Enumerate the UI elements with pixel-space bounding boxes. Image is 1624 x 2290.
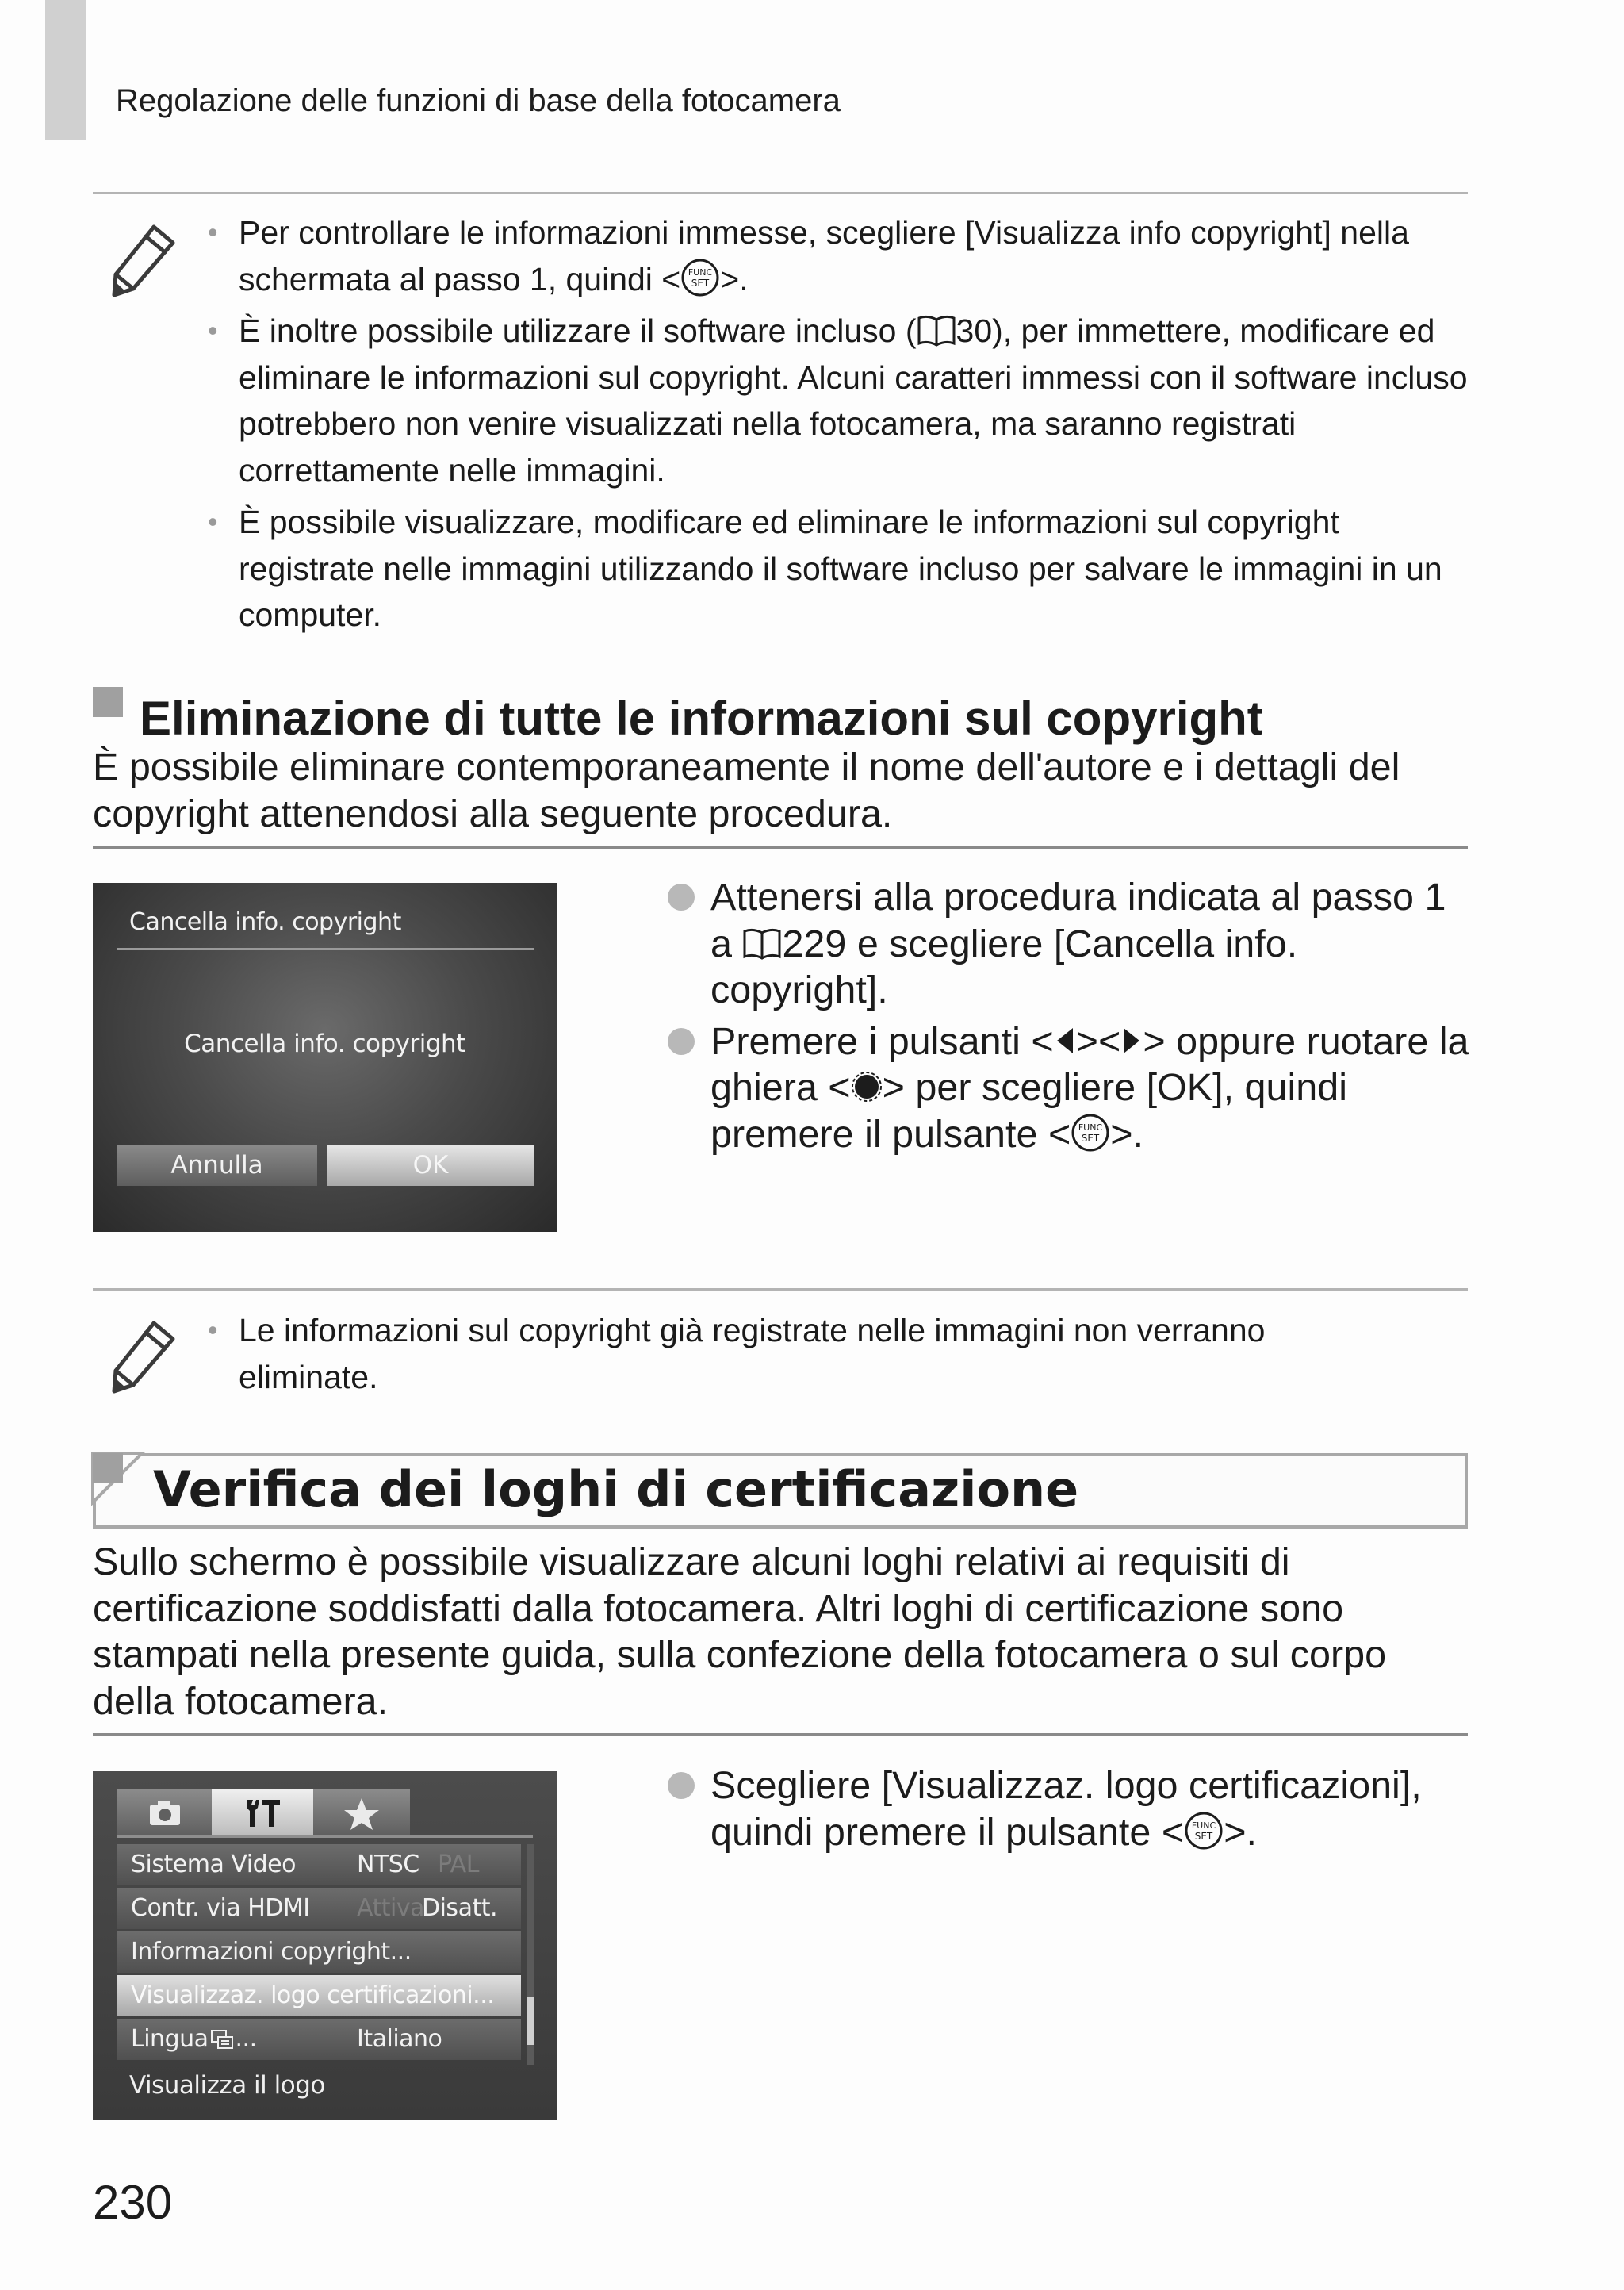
menu-item-copyright-info[interactable] [117,1931,521,1973]
func-set-icon [1071,1113,1110,1153]
menu-item-video-system[interactable] [117,1844,521,1885]
camera-screen-settings-menu [93,1771,557,2120]
menu-option-selected[interactable]: Italiano [357,2025,442,2053]
camera-icon [117,1789,212,1835]
section-heading: Verifica dei loghi di certificazione [153,1460,1079,1518]
note-text: ), per immettere, modificare ed eliminare le informazioni sul copyright. Alcuni caratteri immessi con il software incluso potrebbero non venire visualizzati nella fotocamera, ma saranno registrati correttamente nelle immagini. [239,313,1468,489]
tab-my-menu[interactable] [313,1789,410,1835]
running-head: Regolazione delle funzioni di base della fotocamera [116,83,841,118]
divider [93,192,1468,194]
left-arrow-icon [1054,1025,1076,1057]
step-text: > per scegliere [OK], quindi premere il pulsante < [710,1066,1347,1156]
step-list [666,1763,1475,1860]
menu-option[interactable]: PAL [438,1851,479,1878]
menu-option-selected[interactable]: NTSC [357,1851,419,1878]
language-label: Lingua [131,2025,209,2053]
svg-text:SET: SET [1082,1132,1100,1144]
note-bullet [208,1307,1286,1400]
step-text: e scegliere [Cancella info. copyright]. [710,922,1298,1011]
divider [93,1733,1468,1736]
note-text: È possibile visualizzare, modificare ed eliminare le informazioni sul copyright registrate nelle immagini utilizzando il software incluso per salvare le immagini in un computer. [239,504,1442,633]
language-icon [210,2029,234,2051]
menu-item-label [131,2019,257,2060]
step-text: > oppure ruotare la ghiera < [710,1019,1469,1109]
heading-square-marker [93,687,123,717]
section-intro: Sullo schermo è possibile visualizzare alcuni loghi relativi ai requisiti di certificazione soddisfatti dalla fotocamera. Altri loghi di certificazione sono stampati nella presente guida, sulla confezione della fotocamera o sul corpo della fotocamera. [93,1540,1387,1723]
tab-setup[interactable] [212,1789,313,1835]
note-text: Per controllare le informazioni immesse, scegliere [Visualizza info copyright] nella schermata al passo 1, quindi < [239,214,1409,297]
note-bullet [208,308,1469,493]
svg-text:FUNC: FUNC [1078,1122,1103,1133]
note-list [208,1307,1286,1406]
note-list [208,209,1469,644]
step-item [666,874,1475,1014]
section-heading: Eliminazione di tutte le informazioni sul copyright [140,692,1263,745]
book-icon [917,313,956,347]
menu-item-label: Informazioni copyright... [131,1938,412,1966]
svg-text:FUNC: FUNC [688,267,713,278]
menu-item-certification-logo[interactable] [117,1975,521,2016]
page-number: 230 [93,2176,173,2229]
screen-title-rule [117,948,534,950]
step-text: Scegliere [Visualizzaz. logo certificazioni], quindi premere il pulsante < [710,1764,1422,1854]
menu-item-hdmi-control[interactable] [117,1888,521,1929]
menu-option-selected[interactable]: Disatt. [422,1894,498,1922]
language-label-suffix: ... [235,2025,257,2053]
divider [93,1288,1468,1291]
cancel-button[interactable]: Annulla [117,1145,317,1186]
screen-message: Cancella info. copyright [184,1030,465,1058]
step-item [666,1018,1475,1158]
func-set-icon [680,258,720,297]
menu-hint: Visualizza il logo [129,2071,325,2100]
step-list [666,874,1475,1162]
note-text: Le informazioni sul copyright già registrate nelle immagini non verranno eliminate. [239,1312,1266,1395]
svg-text:FUNC: FUNC [1192,1820,1216,1831]
camera-screen-delete-copyright [93,883,557,1232]
note-text: >. [720,260,749,297]
step-text: Premere i pulsanti < [710,1019,1054,1063]
func-set-icon [1184,1811,1224,1851]
divider [93,846,1468,849]
pencil-icon [108,221,179,300]
menu-item-language[interactable] [117,2019,521,2060]
screen-title: Cancella info. copyright [129,908,401,936]
tab-underline [117,1835,533,1838]
star-icon [313,1789,410,1835]
note-text: È inoltre possibile utilizzare il software incluso ( [239,313,917,349]
heading-corner-marker [90,1450,145,1506]
control-dial-icon [851,1071,883,1103]
svg-text:SET: SET [691,277,710,289]
ok-button[interactable]: OK [327,1145,534,1186]
step-text: >. [1110,1112,1144,1156]
menu-item-label: Sistema Video [131,1851,296,1878]
note-bullet [208,209,1469,302]
step-item [666,1763,1475,1855]
right-arrow-icon [1120,1025,1143,1057]
pencil-icon [108,1317,179,1396]
page-ref: 30 [956,313,993,349]
section-intro: È possibile eliminare contemporaneamente il nome dell'autore e i dettagli del copyright attenendosi alla seguente procedura. [93,746,1400,835]
svg-text:SET: SET [1194,1830,1213,1842]
step-text: Attenersi alla procedura indicata al passo 1 a [710,876,1446,965]
wrench-icon [212,1789,313,1835]
scrollbar-thumb[interactable] [527,1997,534,2045]
menu-item-label: Visualizzaz. logo certificazioni... [131,1981,495,2009]
menu-option[interactable]: Attiva [357,1894,424,1922]
step-text: >. [1224,1810,1257,1854]
page-ref: 229 [782,922,847,965]
tab-shooting[interactable] [117,1789,212,1835]
menu-tabs [117,1789,545,1835]
note-bullet [208,499,1469,639]
menu-item-label: Contr. via HDMI [131,1894,310,1922]
step-text: >< [1075,1019,1121,1063]
chapter-tab-marker [45,0,86,140]
book-icon [742,926,782,960]
